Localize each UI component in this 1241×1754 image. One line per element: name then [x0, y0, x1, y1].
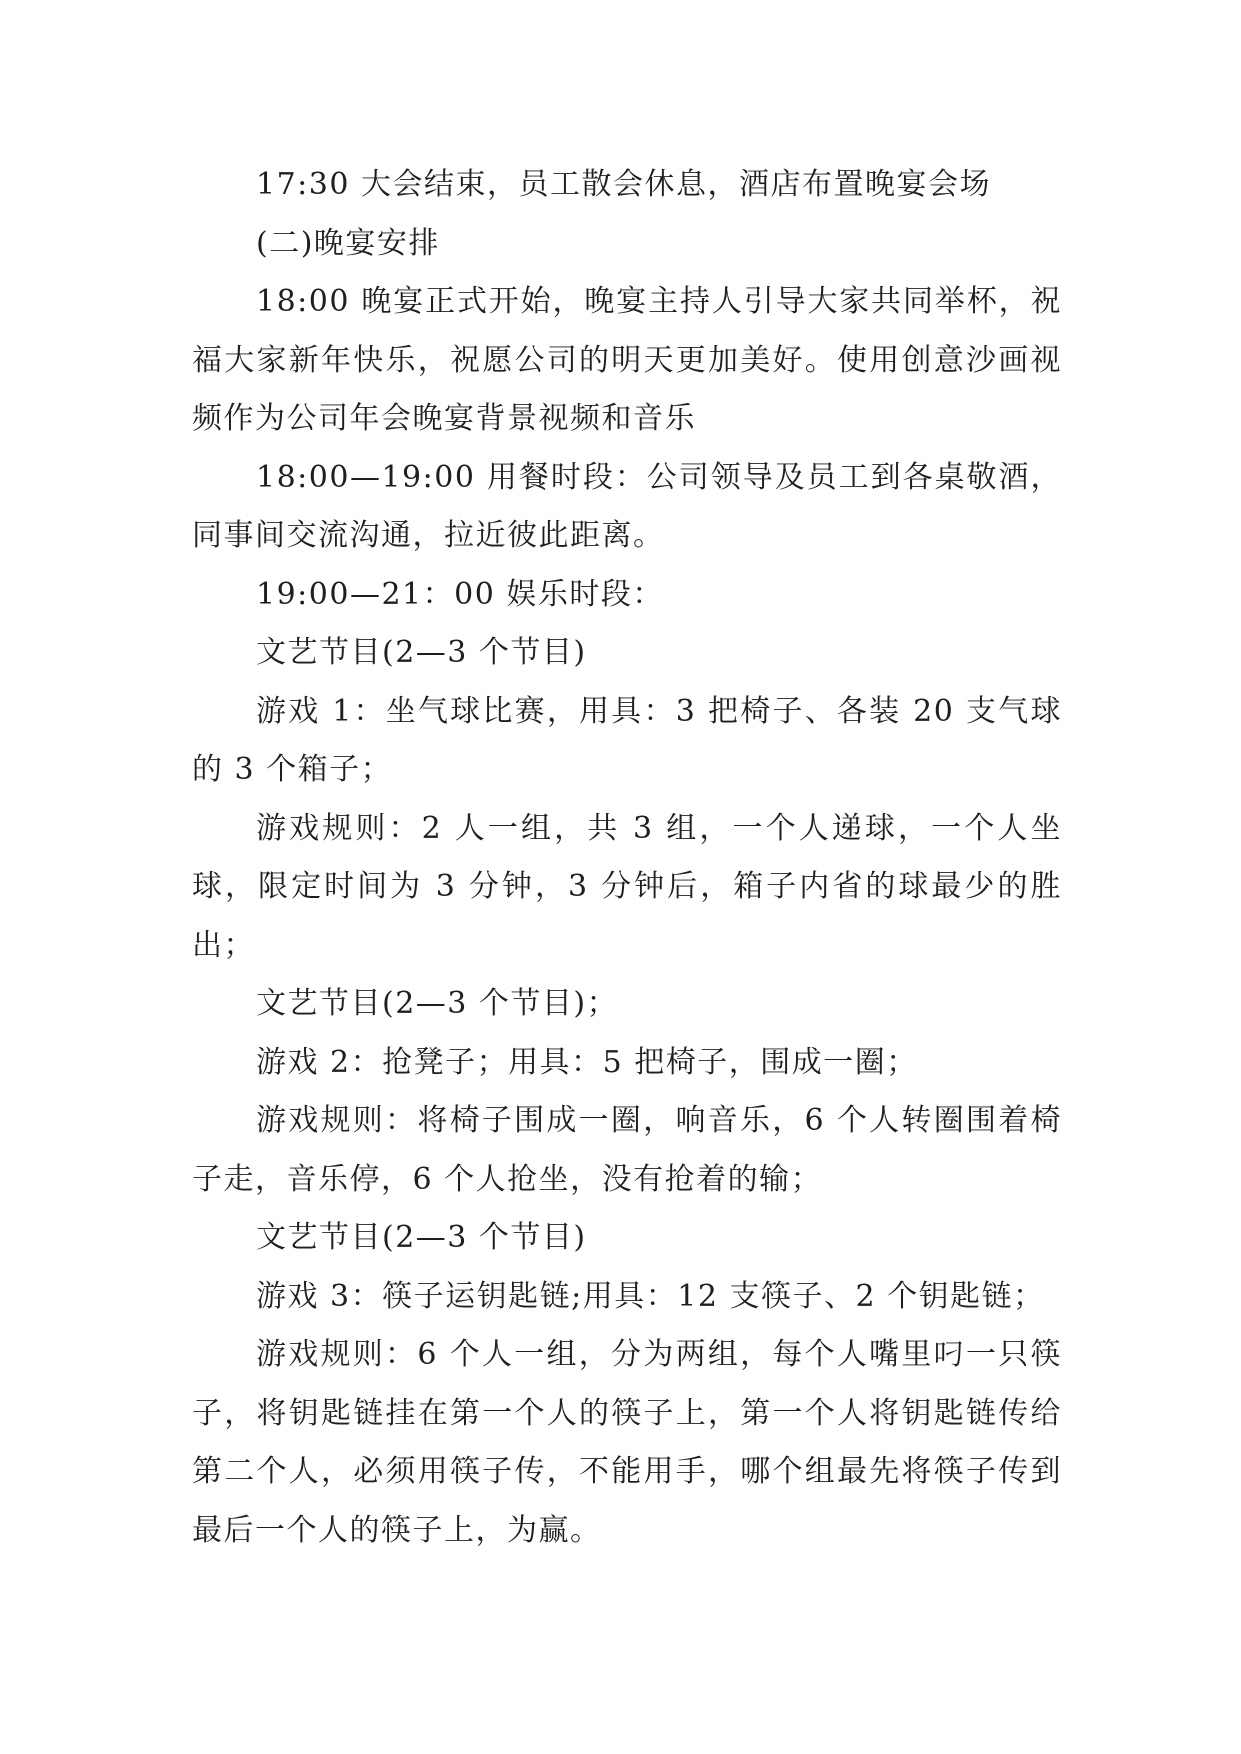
- paragraph-dining-period: 18:00—19:00 用餐时段：公司领导及员工到各桌敬酒，同事间交流沟通，拉近彼此距离。: [192, 459, 1062, 553]
- paragraph-closing-1730: 17:30 大会结束，员工散会休息，酒店布置晚宴会场: [256, 167, 991, 202]
- paragraph-performance-3: 文艺节目(2—3 个节目): [256, 1220, 587, 1255]
- document-body: [192, 156, 1062, 1560]
- paragraph-entertainment-period: 19:00—21：00 娱乐时段：: [256, 576, 664, 612]
- paragraph-game-2: 游戏 2：抢凳子；用具：5 把椅子，围成一圈；: [256, 1044, 918, 1080]
- section-heading-banquet: (二)晚宴安排: [256, 225, 440, 261]
- paragraph-game-2-rules: 游戏规则：将椅子围成一圈，响音乐，6 个人转圈围着椅子走，音乐停，6 个人抢坐，没有抢着的输；: [192, 1103, 1062, 1197]
- paragraph-game-3: 游戏 3：筷子运钥匙链;用具：12 支筷子、2 个钥匙链；: [256, 1278, 1045, 1314]
- paragraph-banquet-start: 18:00 晚宴正式开始，晚宴主持人引导大家共同举杯，祝福大家新年快乐，祝愿公司的明天更加美好。使用创意沙画视频作为公司年会晚宴背景视频和音乐: [192, 284, 1062, 436]
- paragraph-game-1: 游戏 1：坐气球比赛，用具：3 把椅子、各装 20 支气球的 3 个箱子；: [192, 693, 1062, 787]
- paragraph-game-3-rules: 游戏规则：6 个人一组，分为两组，每个人嘴里叼一只筷子，将钥匙链挂在第一个人的筷子上，第一个人将钥匙链传给第二个人，必须用筷子传，不能用手，哪个组最先将筷子传到最后一个人的筷子上，为赢。: [192, 1337, 1062, 1548]
- paragraph-game-1-rules: 游戏规则：2 人一组，共 3 组，一个人递球，一个人坐球，限定时间为 3 分钟，3 分钟后，箱子内省的球最少的胜出；: [192, 810, 1062, 963]
- paragraph-performance-1: 文艺节目(2—3 个节目): [256, 635, 587, 670]
- paragraph-performance-2: 文艺节目(2—3 个节目)；: [256, 986, 619, 1021]
